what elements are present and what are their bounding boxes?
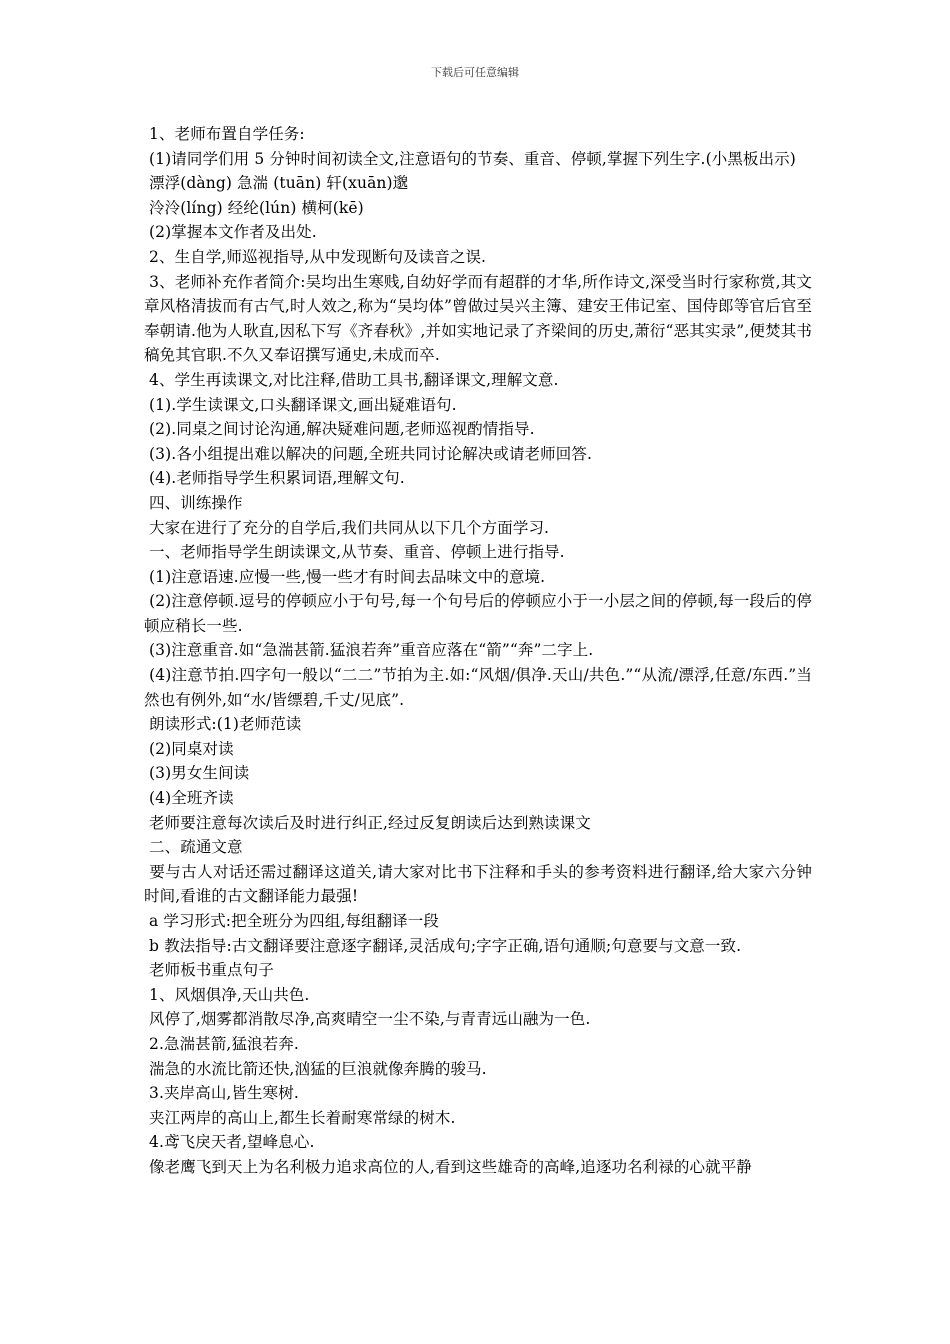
paragraph: (1)请同学们用 5 分钟时间初读全文,注意语句的节奏、重音、停顿,掌握下列生字.(小黑板出示) bbox=[144, 149, 796, 168]
paragraph: (3).各小组提出难以解决的问题,全班共同讨论解决或请老师回答. bbox=[144, 444, 592, 463]
paragraph: 湍急的水流比箭还快,汹猛的巨浪就像奔腾的骏马. bbox=[144, 1059, 487, 1078]
paragraph: 朗读形式:(1)老师范读 bbox=[144, 715, 302, 734]
paragraph: 2.急湍甚箭,猛浪若奔. bbox=[144, 1034, 299, 1053]
paragraph: 像老鹰飞到天上为名利极力追求高位的人,看到这些雄奇的高峰,追逐功名利禄的心就平静 bbox=[144, 1157, 752, 1176]
paragraph: 四、训练操作 bbox=[144, 493, 243, 512]
paragraph: 风停了,烟雾都消散尽净,高爽晴空一尘不染,与青青远山融为一色. bbox=[144, 1010, 591, 1029]
paragraph: 泠泠(líng) 经纶(lún) 横柯(kē) bbox=[144, 198, 364, 217]
paragraph: (2)同桌对读 bbox=[144, 739, 234, 758]
paragraph: 4、学生再读课文,对比注释,借助工具书,翻译课文,理解文意. bbox=[144, 370, 559, 389]
paragraph: 二、疏通文意 bbox=[144, 838, 243, 857]
paragraph: (3)男女生间读 bbox=[144, 764, 250, 783]
paragraph: 一、老师指导学生朗读课文,从节奏、重音、停顿上进行指导. bbox=[144, 543, 565, 562]
paragraph: 4.鸢飞戾天者,望峰息心. bbox=[144, 1133, 315, 1152]
paragraph: (1).学生读课文,口头翻译课文,画出疑难语句. bbox=[144, 395, 457, 414]
paragraph: (1)注意语速.应慢一些,慢一些才有时间去品味文中的意境. bbox=[144, 567, 546, 586]
paragraph: 3.夹岸高山,皆生寒树. bbox=[144, 1084, 299, 1103]
paragraph: 3、老师补充作者简介:吴均出生寒贱,自幼好学而有超群的才华,所作诗文,深受当时行家称赏,其文章风格清拔而有古气,时人效之,称为“吴均体”曾做过吴兴主簿、建安王伟记室、国侍郎等官后官至奉朝请.他为人耿直,因私下写《齐春秋》,并如实地记录了齐梁间的历史,萧衍“恶其实录”,便焚其书稿免其官职.不久又奉诏撰写通史,未成而卒. bbox=[144, 272, 812, 365]
paragraph: a 学习形式:把全班分为四组,每组翻译一段 bbox=[144, 912, 439, 930]
paragraph: (2).同桌之间讨论沟通,解决疑难问题,老师巡视酌情指导. bbox=[144, 420, 535, 439]
paragraph: (4)注意节拍.四字句一般以“二二”节拍为主.如:“风烟/俱净.天山/共色.”“从流/漂浮,任意/东西.”当然也有例外,如“水/皆缥碧,千丈/见底”. bbox=[144, 666, 812, 709]
page-header: 下载后可任意编辑 bbox=[431, 66, 519, 79]
paragraph: (2)注意停顿.逗号的停顿应小于句号,每一个句号后的停顿应小于一小层之间的停顿,每一段后的停顿应稍长一些. bbox=[144, 592, 813, 635]
paragraph: 要与古人对话还需过翻译这道关,请大家对比书下注释和手头的参考资料进行翻译,给大家六分钟时间,看谁的古文翻译能力最强! bbox=[144, 862, 812, 906]
paragraph: 漂浮(dàng) 急湍 (tuān) 轩(xuān)邈 bbox=[144, 174, 409, 193]
paragraph: (2)掌握本文作者及出处. bbox=[144, 223, 317, 242]
paragraph: b 教法指导:古文翻译要注意逐字翻译,灵活成句;字字正确,语句通顺;句意要与文意一致. bbox=[144, 936, 742, 955]
paragraph: 老师要注意每次读后及时进行纠正,经过反复朗读后达到熟读课文 bbox=[144, 813, 591, 832]
document-body bbox=[144, 122, 812, 1180]
paragraph: 大家在进行了充分的自学后,我们共同从以下几个方面学习. bbox=[144, 518, 550, 537]
paragraph: (3)注意重音.如“急湍甚箭.猛浪若奔”重音应落在“箭”“奔”二字上. bbox=[144, 641, 594, 660]
paragraph: (4).老师指导学生积累词语,理解文句. bbox=[144, 469, 405, 488]
paragraph: 1、风烟俱净,天山共色. bbox=[144, 985, 310, 1004]
paragraph: (4)全班齐读 bbox=[144, 789, 234, 808]
paragraph: 1、老师布置自学任务: bbox=[144, 125, 305, 143]
paragraph: 夹江两岸的高山上,都生长着耐寒常绿的树木. bbox=[144, 1108, 456, 1127]
paragraph: 老师板书重点句子 bbox=[144, 961, 274, 980]
paragraph: 2、生自学,师巡视指导,从中发现断句及读音之误. bbox=[144, 247, 487, 266]
